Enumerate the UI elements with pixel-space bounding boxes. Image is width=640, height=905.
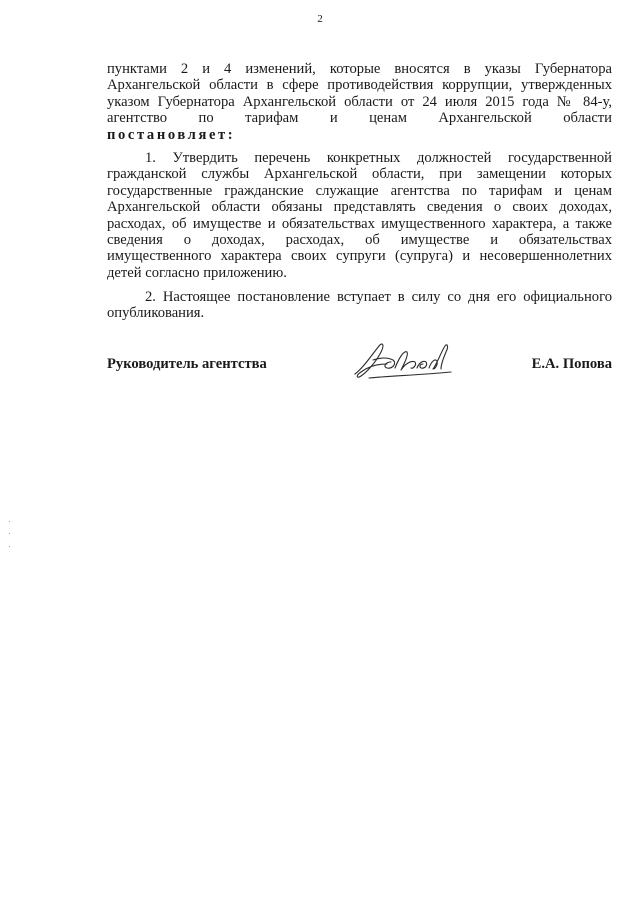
item-1-line: государственные гражданские служащие агентства по тарифам и ценам xyxy=(107,182,612,199)
item-1-line: Архангельской области обязаны представлять сведения о своих доходах, xyxy=(107,199,612,216)
margin-mark xyxy=(9,546,10,547)
margin-mark xyxy=(9,533,10,534)
signature-row xyxy=(107,354,612,378)
item-1-line: имущественного характера своих супруги (супруга) и несовершеннолетних xyxy=(107,248,612,265)
preamble-line: пунктами 2 и 4 изменений, которые вносятся в указы Губернатора xyxy=(107,61,612,77)
preamble xyxy=(107,61,612,143)
item-1 xyxy=(107,150,612,281)
item-2-first-line: 2. Настоящее постановление вступает в силу со дня его официального xyxy=(145,289,612,305)
decree-word: постановляет xyxy=(107,126,228,143)
item-1-line: расходах, об имуществе и обязательствах имущественного характера, а также xyxy=(107,215,612,232)
item-1-line: гражданской службы Архангельской области, при замещении которых xyxy=(107,166,612,183)
item-1-line: сведения о доходах, расходах, об имуществе и обязательствах xyxy=(107,231,612,248)
preamble-line: агентство по тарифам и ценам Архангельской области xyxy=(107,110,612,127)
decree-colon: : xyxy=(227,126,233,143)
margin-mark xyxy=(9,521,10,522)
item-1-last-line: детей согласно приложению. xyxy=(107,264,287,281)
handwritten-signature xyxy=(349,338,459,382)
page-number: 2 xyxy=(317,13,323,25)
preamble-line: указом Губернатора Архангельской области от 24 июля 2015 года № 84-у, xyxy=(107,93,612,110)
signatory-title: Руководитель агентства xyxy=(107,356,267,372)
item-2 xyxy=(107,289,612,322)
signatory-name: Е.А. Попова xyxy=(531,356,612,372)
preamble-line: Архангельской области в сфере противодействия коррупции, утвержденных xyxy=(107,77,612,94)
decree-line xyxy=(107,127,612,143)
item-2-last-line: опубликования. xyxy=(107,305,205,322)
item-1-first-line: 1. Утвердить перечень конкретных должностей государственной xyxy=(145,150,612,166)
